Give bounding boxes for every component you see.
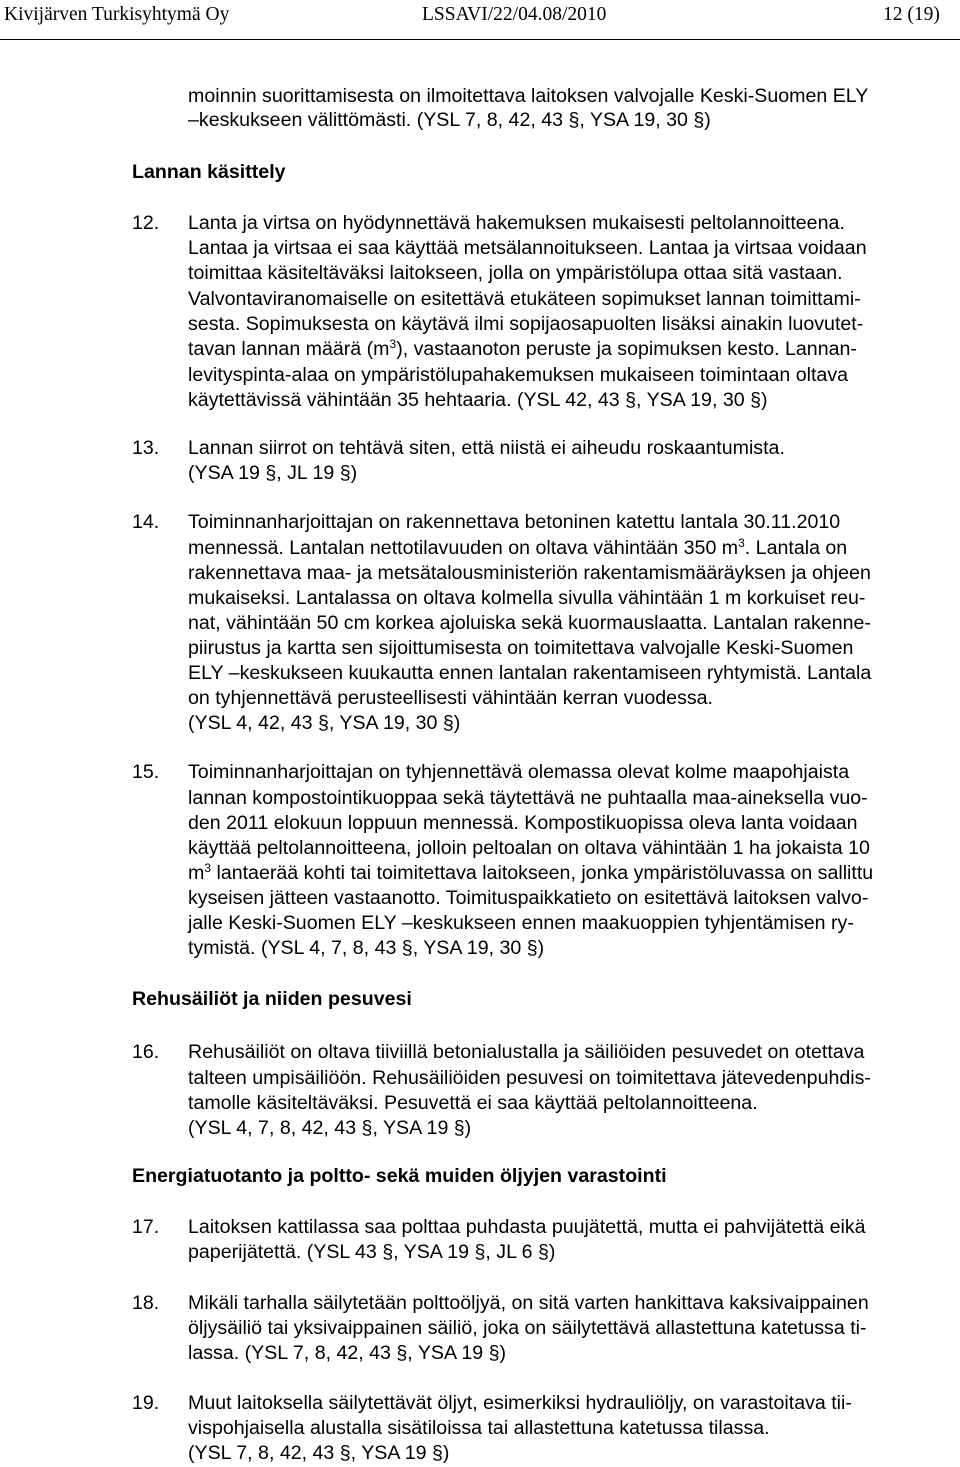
- item-line: toimittaa käsiteltäväksi laitokseen, jolla on ympäristölupa ottaa sitä vastaan.: [188, 262, 843, 284]
- superscript: 3: [204, 861, 212, 875]
- item-line: nat, vähintään 50 cm korkea ajoluiska sekä kuormauslaatta. Lantalan rakenne-: [188, 612, 871, 634]
- item-line: on tyhjennettävä perusteellisesti vähintään kerran vuodessa.: [188, 687, 714, 709]
- item-line: sesta. Sopimuksesta on käytävä ilmi sopijaosapuolten lisäksi ainakin luovutet-: [188, 313, 864, 335]
- item-line: tamolle käsiteltäväksi. Pesuvettä ei saa käyttää peltolannoitteena.: [188, 1092, 758, 1114]
- item-line: Muut laitoksella säilytettävät öljyt, esimerkiksi hydrauliöljy, on varastoitava tii-: [188, 1392, 852, 1414]
- item-line: Lanta ja virtsa on hyödynnettävä hakemuksen mukaisesti peltolannoitteena.: [188, 212, 845, 234]
- intro-line: –keskukseen välittömästi. (YSL 7, 8, 42, 43 §, YSA 19, 30 §): [188, 109, 711, 131]
- item-line: (YSL 7, 8, 42, 43 §, YSA 19 §): [188, 1442, 450, 1464]
- item-line: Toiminnanharjoittajan on rakennettava betoninen katettu lantala 30.11.2010: [188, 511, 841, 533]
- header-divider: [0, 39, 960, 40]
- item-number: 13.: [132, 437, 160, 459]
- item-line: lannan kompostointikuoppaa sekä täytettävä ne puhtaalla maa-aineksella vuo-: [188, 787, 868, 809]
- company-name: Kivijärven Turkisyhtymä Oy: [4, 4, 230, 25]
- item-line: kyseisen jätteen vastaanotto. Toimituspaikkatieto on esitettävä laitoksen valvo-: [188, 887, 869, 909]
- item-number: 12.: [132, 212, 160, 234]
- item-number: 19.: [132, 1392, 160, 1414]
- intro-line: moinnin suorittamisesta on ilmoitettava laitoksen valvojalle Keski-Suomen ELY: [188, 85, 869, 107]
- item-line: öljysäiliö tai yksivaippainen säiliö, joka on säilytettävä allastettuna katetussa ti-: [188, 1317, 867, 1339]
- item-line: mennessä. Lantalan nettotilavuuden on oltava vähintään 350 $m^3$. Lantala on: [188, 536, 848, 559]
- section-heading: Energiatuotanto ja poltto- sekä muiden öljyjen varastointi: [132, 1165, 667, 1187]
- item-line: paperijätettä. (YSL 43 §, YSA 19 §, JL 6 §): [188, 1241, 556, 1263]
- item-line: Mikäli tarhalla säilytetään polttoöljyä, on sitä varten hankittava kaksivaippainen: [188, 1292, 869, 1314]
- item-number: 17.: [132, 1216, 160, 1238]
- item-line: Lantaa ja virtsaa ei saa käyttää metsälannoitukseen. Lantaa ja virtsaa voidaan: [188, 237, 867, 259]
- item-line: käytettävissä vähintään 35 hehtaaria. (YSL 42, 43 §, YSA 19, 30 §): [188, 389, 768, 411]
- item-line: mukaiseksi. Lantalassa on oltava kolmella sivulla vähintään 1 m korkuiset reu-: [188, 587, 866, 609]
- decision-number: LSSAVI/22/04.08/2010: [422, 4, 607, 25]
- item-number: 16.: [132, 1041, 160, 1063]
- item-line: (YSA 19 §, JL 19 §): [188, 462, 358, 484]
- section-heading: Lannan käsittely: [132, 161, 286, 183]
- item-line: vispohjaisella alustalla sisätiloissa tai allastettuna katetussa tilassa.: [188, 1417, 770, 1439]
- item-line: ELY –keskukseen kuukautta ennen lantalan rakentamiseen ryhtymistä. Lantala: [188, 662, 872, 684]
- item-line: jalle Keski-Suomen ELY –keskukseen ennen maakuoppien tyhjentämisen ry-: [188, 912, 854, 934]
- superscript: 3: [389, 337, 397, 351]
- superscript: 3: [738, 536, 745, 550]
- item-line: levityspinta-alaa on ympäristölupahakemuksen mukaiseen toimintaan oltava: [188, 364, 849, 386]
- item-number: 14.: [132, 511, 160, 533]
- item-line: (YSL 4, 7, 8, 42, 43 §, YSA 19 §): [188, 1117, 472, 1139]
- item-line: Toiminnanharjoittajan on tyhjennettävä olemassa olevat kolme maapohjaista: [188, 761, 850, 783]
- item-line: (YSL 4, 42, 43 §, YSA 19, 30 §): [188, 712, 461, 734]
- item-line: $m^3$ lantaerää kohti tai toimitettava laitokseen, jonka ympäristöluvassa on sallittu: [188, 861, 874, 884]
- section-heading: Rehusäiliöt ja niiden pesuvesi: [132, 988, 412, 1010]
- item-line: Laitoksen kattilassa saa polttaa puhdasta puujätettä, mutta ei pahvijätettä eikä: [188, 1216, 866, 1238]
- item-line: talteen umpisäiliöön. Rehusäiliöiden pesuvesi on toimitettava jätevedenpuhdis-: [188, 1067, 871, 1089]
- item-line: lassa. (YSL 7, 8, 42, 43 §, YSA 19 §): [188, 1342, 507, 1364]
- page-header: [0, 0, 960, 44]
- item-line: Rehusäiliöt on oltava tiiviillä betonialustalla ja säiliöiden pesuvedet on otettava: [188, 1041, 865, 1063]
- page-number: 12 (19): [883, 4, 940, 25]
- item-line: Lannan siirrot on tehtävä siten, että niistä ei aiheudu roskaantumista.: [188, 437, 785, 459]
- item-number: 18.: [132, 1292, 160, 1314]
- item-line: Valvontaviranomaiselle on esitettävä etukäteen sopimukset lannan toimittami-: [188, 288, 861, 310]
- item-line: käyttää peltolannoitteena, jolloin peltoalan on oltava vähintään 1 ha jokaista 10: [188, 837, 870, 859]
- item-line: den 2011 elokuun loppuun mennessä. Kompostikuopissa oleva lanta voidaan: [188, 812, 858, 834]
- item-line: tavan lannan määrä $(m^3)$, vastaanoton peruste ja sopimuksen kesto. Lannan-: [188, 337, 857, 360]
- item-line: piirustus ja kartta sen sijoittumisesta on toimitettava valvojalle Keski-Suomen: [188, 637, 854, 659]
- item-line: tymistä. (YSL 4, 7, 8, 43 §, YSA 19, 30 §): [188, 937, 545, 959]
- item-line: rakennettava maa- ja metsätalousministeriön rakentamismääräyksen ja ohjeen: [188, 562, 871, 584]
- item-number: 15.: [132, 761, 160, 783]
